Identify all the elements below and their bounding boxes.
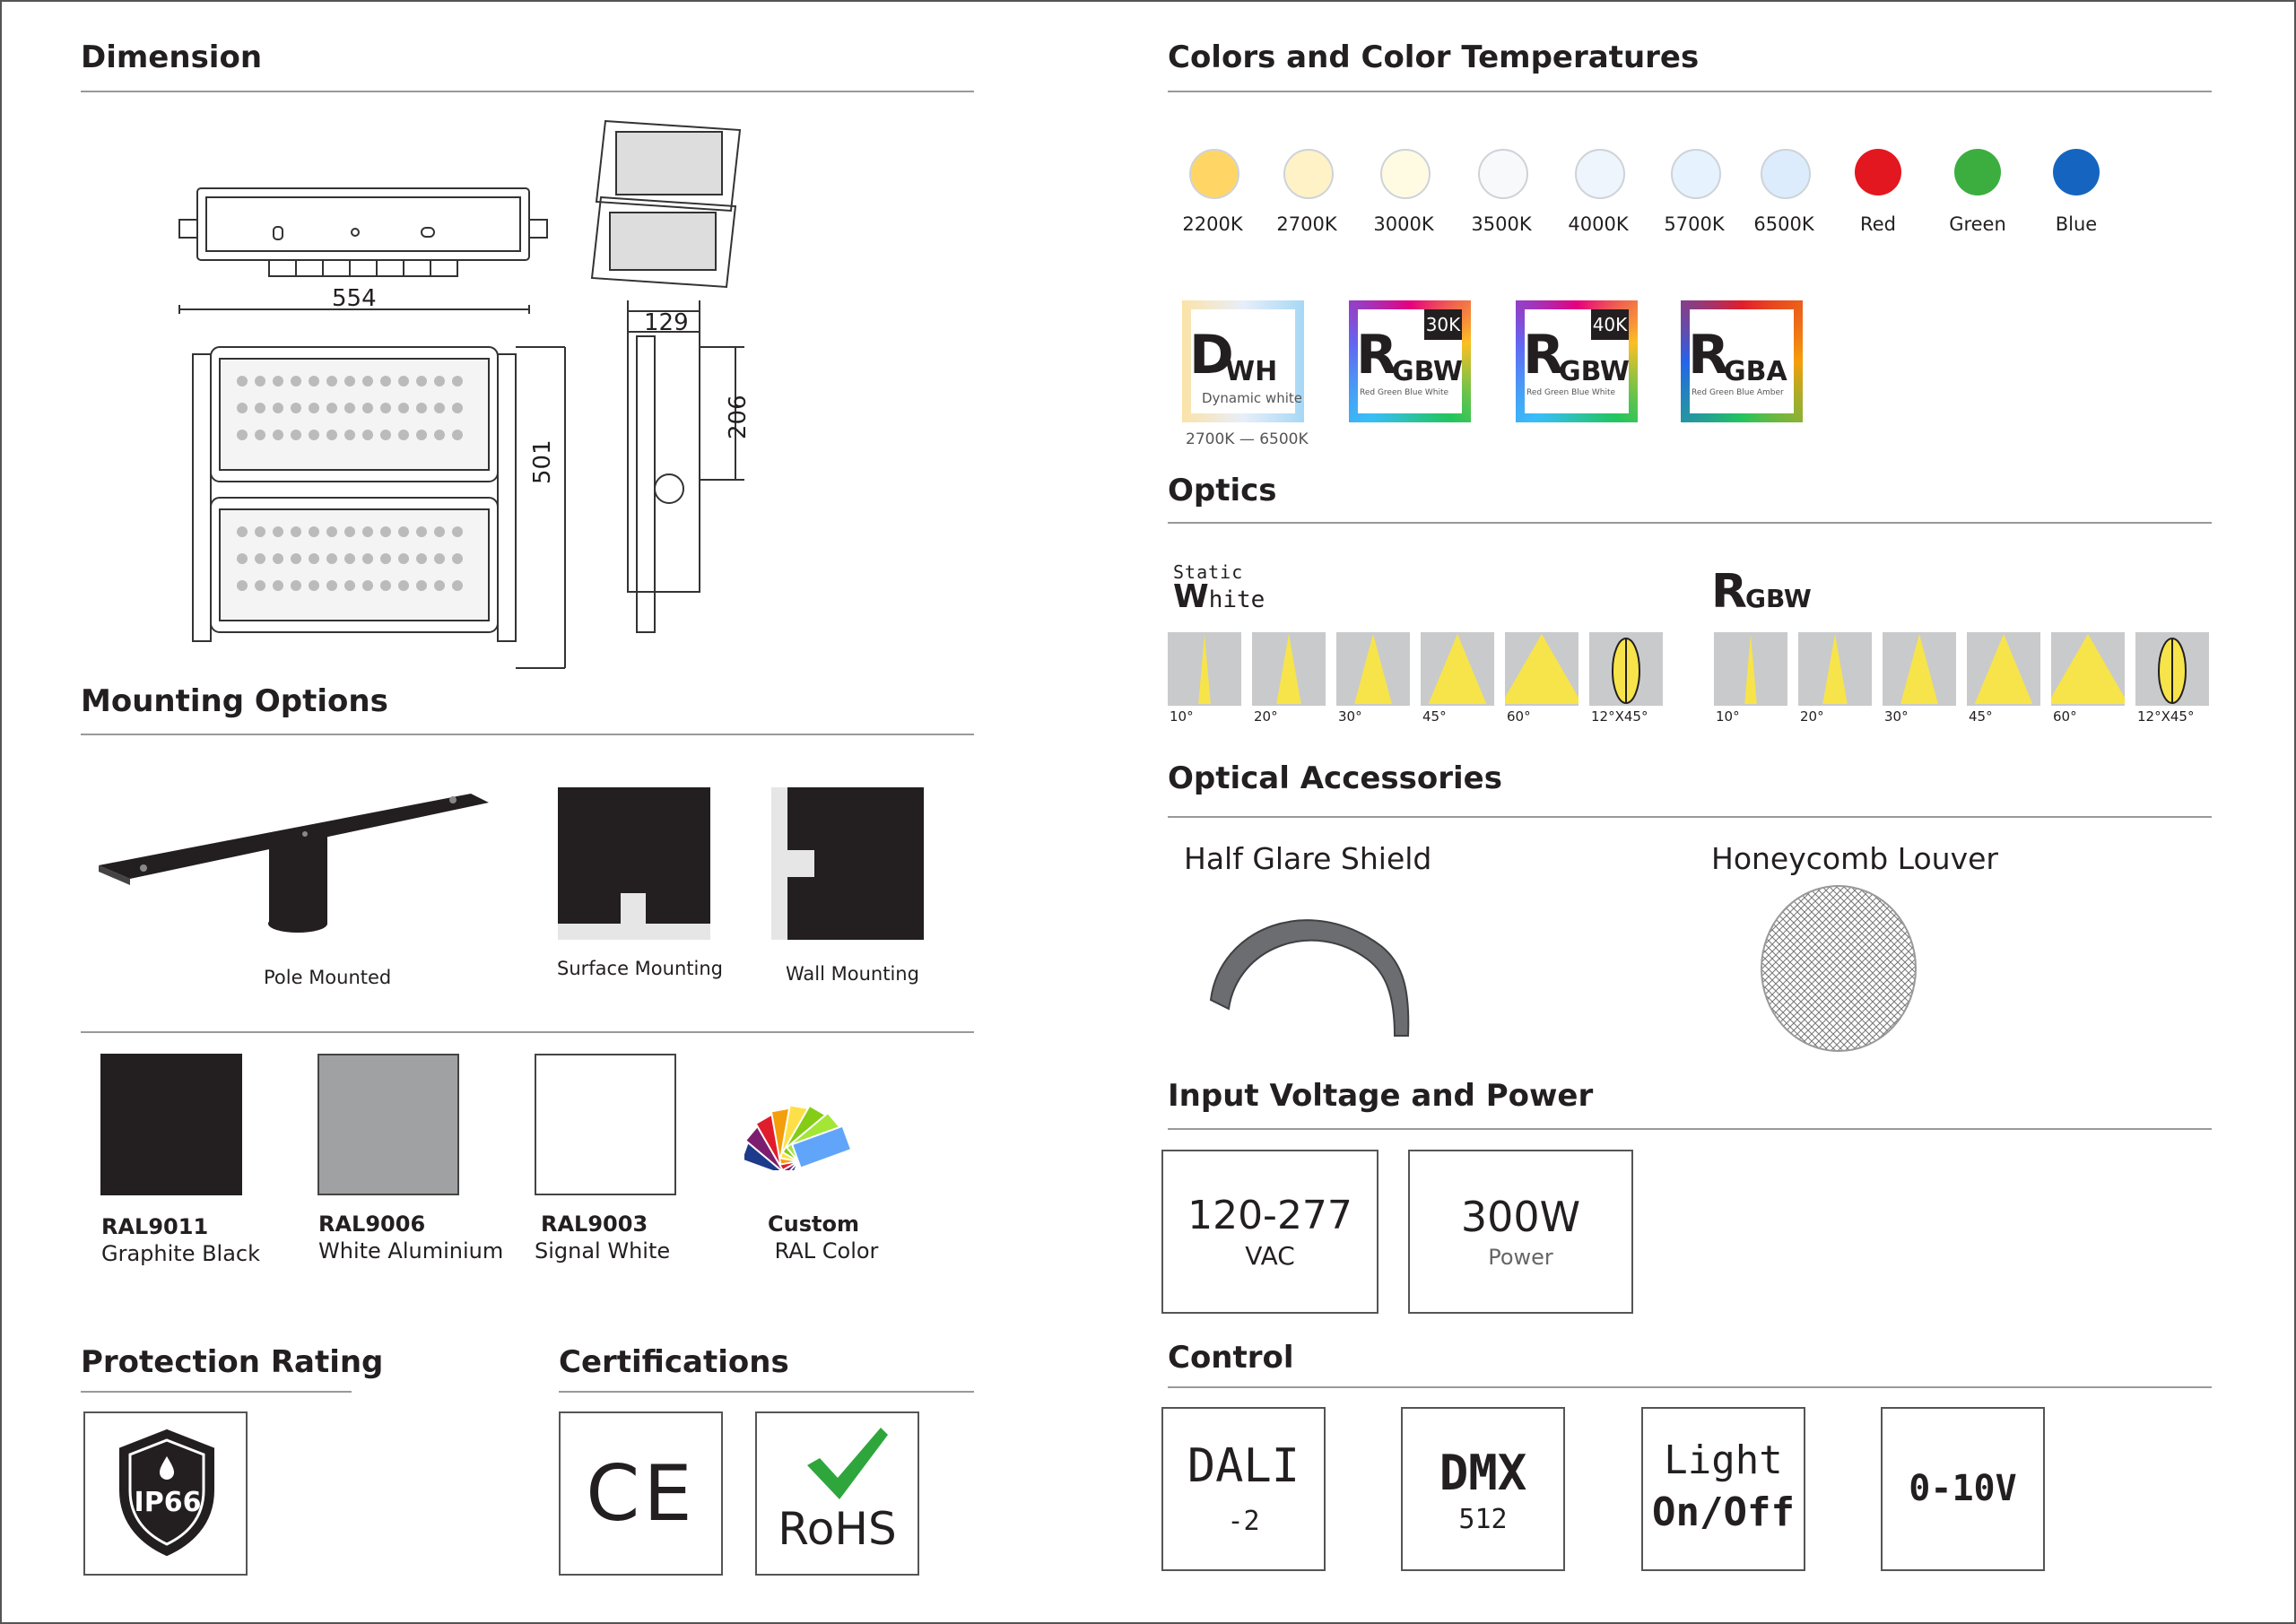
swatch-5700k — [1671, 149, 1721, 199]
optics-rule — [1168, 522, 2212, 524]
control-onoff-box — [1641, 1407, 1805, 1571]
beam-cone-icon — [1336, 632, 1410, 706]
rgbw-title — [1711, 565, 1812, 619]
finish-swatch-aluminium — [317, 1054, 459, 1195]
dwh-badge — [1182, 300, 1304, 422]
dwh-small-letters: WH — [1225, 356, 1278, 387]
colors-heading: Colors and Color Temperatures — [1168, 39, 1700, 75]
dimension-side: 206 — [725, 395, 752, 439]
beam-cone-icon — [1589, 632, 1663, 706]
beam-label-rgbw-3: 45° — [1969, 708, 1993, 725]
control-dali-box — [1161, 1407, 1326, 1571]
swatch-label-red: Red — [1860, 213, 1896, 235]
control-heading: Control — [1168, 1340, 1294, 1376]
beam-cone — [1198, 634, 1211, 704]
beam-cone-icon — [2135, 632, 2209, 706]
color-fan-icon — [744, 1063, 897, 1170]
rgbw-30k-badge — [1349, 300, 1471, 422]
beam-tile-white-0 — [1168, 632, 1241, 706]
beam-tile-rgbw-0 — [1714, 632, 1787, 706]
wall-mounting-label: Wall Mounting — [786, 963, 919, 985]
dimension-rule — [81, 91, 974, 92]
finish-code-white: RAL9003 — [541, 1211, 648, 1237]
control-rule — [1168, 1386, 2212, 1388]
static-white-rest: hite — [1208, 586, 1265, 613]
rohs-check-icon — [802, 1422, 891, 1503]
swatch-label-3000k: 3000K — [1373, 213, 1434, 235]
optics-heading: Optics — [1168, 473, 1277, 508]
control-dmx-sub: 512 — [1458, 1504, 1508, 1535]
beam-label-rgbw-4: 60° — [2053, 708, 2077, 725]
mounting-rule — [81, 734, 974, 735]
dimension-width: 554 — [332, 285, 377, 312]
beam-cone — [1900, 634, 1938, 704]
certifications-heading: Certifications — [559, 1344, 789, 1380]
dimension-drawing — [170, 112, 762, 677]
colors-rule — [1168, 91, 2212, 92]
finish-swatch-white — [535, 1054, 676, 1195]
beam-cone — [1744, 634, 1757, 704]
beam-cone — [1505, 634, 1578, 704]
control-0-10v-main: 0-10V — [1909, 1468, 2017, 1509]
rgbw-rest: GBW — [1745, 584, 1812, 613]
finish-rule — [81, 1031, 974, 1033]
surface-mounting-label: Surface Mounting — [557, 958, 723, 979]
rohs-label: RoHS — [778, 1503, 897, 1555]
rgbw-30k-sub: Red Green Blue White — [1360, 388, 1449, 397]
voltage-value: 120-277 — [1187, 1193, 1352, 1238]
honeycomb-louver-icon — [1758, 883, 1919, 1054]
rgbw-40k-badge — [1516, 300, 1638, 422]
beam-label-white-4: 60° — [1507, 708, 1531, 725]
ce-box — [559, 1411, 723, 1576]
beam-cone-icon — [1967, 632, 2040, 706]
beam-label-rgbw-5: 12°X45° — [2137, 708, 2195, 725]
optical-accessories-rule — [1168, 816, 2212, 818]
swatch-3000k — [1380, 149, 1431, 199]
swatch-6500k — [1761, 149, 1811, 199]
rgbw-40k-small-letters: GBW — [1559, 356, 1630, 387]
static-white-top: Static — [1173, 561, 1244, 583]
finish-code-aluminium: RAL9006 — [318, 1211, 426, 1237]
beam-cone — [1822, 634, 1848, 704]
beam-label-white-0: 10° — [1170, 708, 1194, 725]
finish-name-aluminium: White Aluminium — [318, 1238, 504, 1264]
dwh-range: 2700K — 6500K — [1186, 430, 1309, 448]
mounting-heading: Mounting Options — [81, 683, 388, 719]
swatch-label-4000k: 4000K — [1568, 213, 1629, 235]
protection-heading: Protection Rating — [81, 1344, 384, 1380]
beam-tile-white-4 — [1505, 632, 1578, 706]
control-dmx-main: DMX — [1439, 1445, 1527, 1501]
beam-tile-white-3 — [1421, 632, 1494, 706]
rgbw-40k-sub: Red Green Blue White — [1526, 388, 1616, 397]
control-onoff-sub: On/Off — [1652, 1489, 1795, 1535]
beam-cone-icon — [1421, 632, 1494, 706]
control-dali-sub: -2 — [1227, 1506, 1260, 1537]
finish-name-black: Graphite Black — [101, 1241, 261, 1266]
dimension-heading: Dimension — [81, 39, 263, 75]
beam-tile-rgbw-1 — [1798, 632, 1872, 706]
dimension-height: 501 — [529, 439, 556, 484]
beam-label-white-5: 12°X45° — [1591, 708, 1648, 725]
rgba-small-letters: GBA — [1724, 356, 1787, 387]
ip-rating-box — [83, 1411, 248, 1576]
beam-cone-icon — [1883, 632, 1956, 706]
swatch-4000k — [1575, 149, 1625, 199]
finish-code-custom: Custom — [768, 1211, 859, 1237]
rgba-badge — [1681, 300, 1803, 422]
beam-label-rgbw-0: 10° — [1716, 708, 1740, 725]
power-value: 300W — [1460, 1193, 1581, 1241]
ip-rating-text: IP66 — [134, 1487, 202, 1518]
dimension-depth: 129 — [644, 309, 689, 336]
half-glare-shield-label: Half Glare Shield — [1184, 841, 1432, 876]
beam-label-white-3: 45° — [1422, 708, 1447, 725]
swatch-label-green: Green — [1949, 213, 2006, 235]
beam-cone — [1975, 634, 2033, 704]
beam-cone-icon — [1714, 632, 1787, 706]
finish-name-custom: RAL Color — [768, 1238, 879, 1264]
swatch-label-blue: Blue — [2055, 213, 2098, 235]
finish-name-white: Signal White — [535, 1238, 671, 1264]
beam-cone-icon — [1168, 632, 1241, 706]
beam-tile-white-2 — [1336, 632, 1410, 706]
input-rule — [1168, 1128, 2212, 1130]
protection-rule — [81, 1391, 352, 1393]
voltage-unit: VAC — [1245, 1241, 1295, 1271]
power-box — [1408, 1150, 1633, 1314]
beam-tile-rgbw-5 — [2135, 632, 2209, 706]
beam-cone-icon — [2051, 632, 2125, 706]
certifications-rule — [559, 1391, 974, 1393]
swatch-blue — [2053, 149, 2100, 195]
half-glare-shield-icon — [1202, 892, 1417, 1045]
ce-mark-icon: CE — [586, 1449, 696, 1539]
beam-label-white-2: 30° — [1338, 708, 1362, 725]
beam-cone — [1429, 634, 1487, 704]
static-white-title — [1173, 578, 1265, 615]
beam-tile-rgbw-4 — [2051, 632, 2125, 706]
finish-swatch-black — [100, 1054, 242, 1195]
rgba-sub: Red Green Blue Amber — [1692, 388, 1784, 397]
dwh-big-letter: D — [1189, 324, 1232, 386]
swatch-label-3500k: 3500K — [1471, 213, 1532, 235]
control-dali-main: DALI — [1187, 1439, 1300, 1493]
rgbw-30k-small-letters: GBW — [1392, 356, 1463, 387]
swatch-label-6500k: 6500K — [1753, 213, 1814, 235]
beam-cone-icon — [1252, 632, 1326, 706]
control-0-10v-box — [1881, 1407, 2045, 1571]
dwh-sub: Dynamic white — [1202, 390, 1302, 406]
beam-cone — [1276, 634, 1301, 704]
swatch-red — [1855, 149, 1901, 195]
input-heading: Input Voltage and Power — [1168, 1078, 1594, 1114]
rgbw-30k-big-letter: R — [1356, 324, 1396, 386]
beam-cone — [2051, 634, 2125, 704]
beam-tile-rgbw-2 — [1883, 632, 1956, 706]
optical-accessories-heading: Optical Accessories — [1168, 760, 1502, 796]
swatch-label-2700k: 2700K — [1276, 213, 1337, 235]
beam-label-white-1: 20° — [1254, 708, 1278, 725]
swatch-2700k — [1283, 149, 1334, 199]
swatch-label-5700k: 5700K — [1664, 213, 1725, 235]
beam-tile-white-1 — [1252, 632, 1326, 706]
rgbw-30k-tag: 30K — [1424, 309, 1462, 340]
beam-tile-white-5 — [1589, 632, 1663, 706]
beam-label-rgbw-2: 30° — [1884, 708, 1909, 725]
rohs-box — [755, 1411, 919, 1576]
swatch-label-2200k: 2200K — [1182, 213, 1243, 235]
beam-cone-icon — [1798, 632, 1872, 706]
honeycomb-louver-label: Honeycomb Louver — [1711, 841, 1998, 876]
swatch-2200k — [1189, 149, 1239, 199]
pole-mount-bracket-icon — [94, 785, 498, 942]
swatch-green — [1954, 149, 2001, 195]
beam-tile-rgbw-3 — [1967, 632, 2040, 706]
control-dmx-box — [1401, 1407, 1565, 1571]
beam-label-rgbw-1: 20° — [1800, 708, 1824, 725]
beam-cone-icon — [1505, 632, 1578, 706]
rgbw-40k-big-letter: R — [1523, 324, 1563, 386]
finish-code-black: RAL9011 — [101, 1214, 209, 1239]
rgbw-40k-tag: 40K — [1591, 309, 1629, 340]
power-unit: Power — [1488, 1245, 1553, 1270]
rgba-big-letter: R — [1688, 324, 1728, 386]
pole-mounted-label: Pole Mounted — [264, 967, 392, 988]
beam-cone — [1354, 634, 1392, 704]
swatch-3500k — [1478, 149, 1528, 199]
rgbw-big: R — [1711, 565, 1746, 619]
control-onoff-main: Light — [1664, 1437, 1783, 1483]
surface-mount-icon — [558, 787, 710, 940]
wall-mount-icon — [771, 787, 924, 940]
voltage-box — [1161, 1150, 1378, 1314]
static-white-big: W — [1173, 578, 1209, 615]
